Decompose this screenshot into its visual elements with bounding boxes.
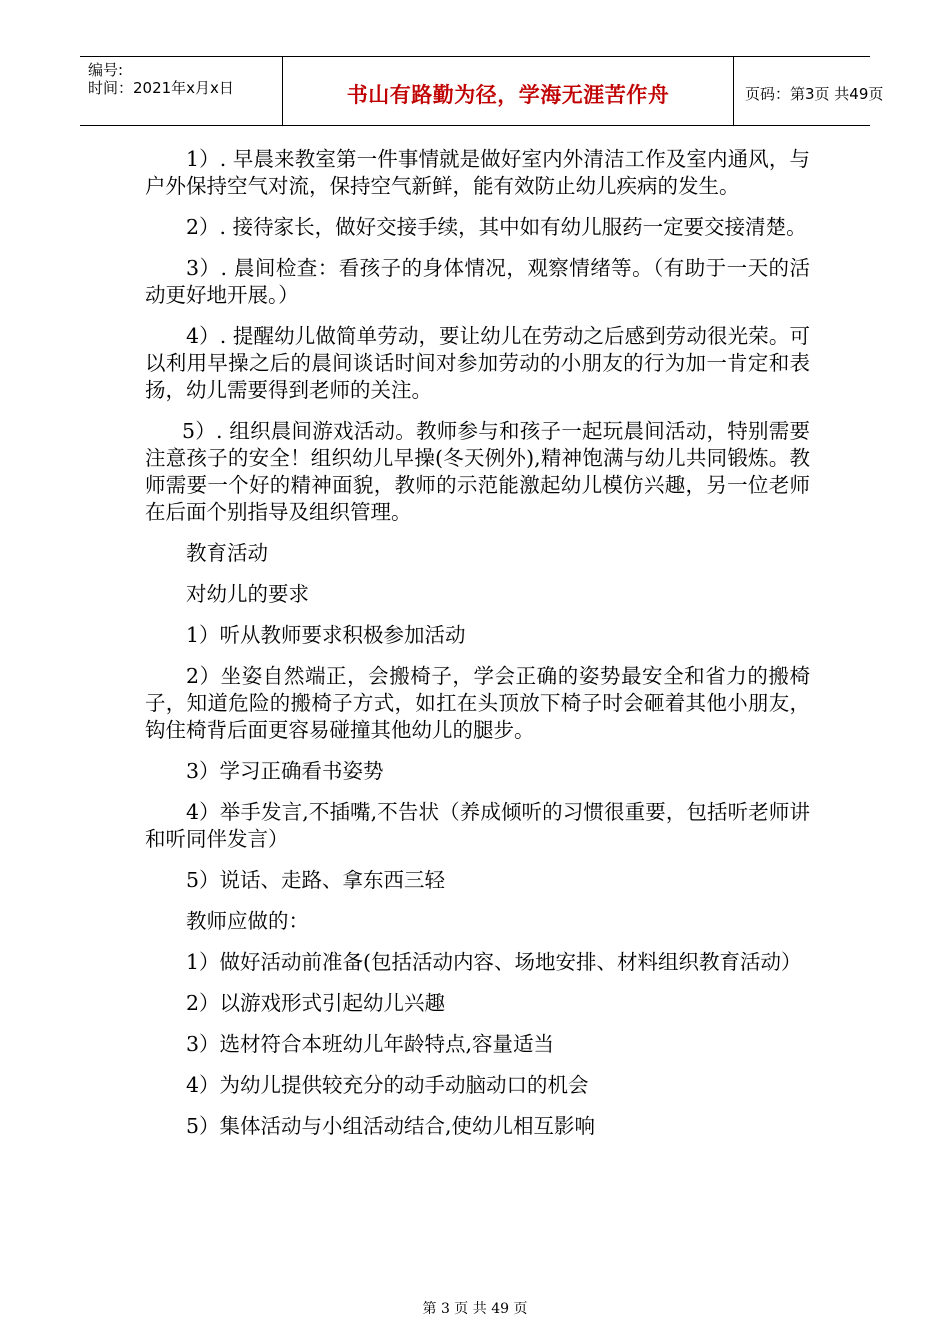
page-info: 页码：第3页 共49页 <box>745 85 884 103</box>
section-heading: 教育活动 <box>186 541 268 565</box>
list-item: 4）举手发言,不插嘴,不告状（养成倾听的习惯很重要，包括听老师讲和听同伴发言） <box>145 800 810 851</box>
paragraph: 1）. 早晨来教室第一件事情就是做好室内外清洁工作及室内通风，与户外保持空气对流，保持空气新鲜，能有效防止幼儿疾病的发生。 <box>145 147 810 198</box>
number-label: 编号: <box>88 61 124 79</box>
header-page-cell <box>733 57 884 125</box>
list-item: 5）说话、走路、拿东西三轻 <box>186 868 446 892</box>
list-item: 3）选材符合本班幼儿年龄特点,容量适当 <box>186 1032 555 1056</box>
header-motto-cell <box>282 57 734 125</box>
list-item: 2）坐姿自然端正，会搬椅子，学会正确的姿势最安全和省力的搬椅子，知道危险的搬椅子方式，如扛在头顶放下椅子时会砸着其他小朋友，钩住椅背后面更容易碰撞其他幼儿的腿步。 <box>145 664 810 742</box>
motto: 书山有路勤为径，学海无涯苦作舟 <box>346 83 670 107</box>
list-item: 5）集体活动与小组活动结合,使幼儿相互影响 <box>186 1114 596 1138</box>
section-heading: 对幼儿的要求 <box>186 582 309 606</box>
header-meta-cell <box>80 57 282 125</box>
section-heading: 教师应做的： <box>186 909 309 933</box>
paragraph: 3）. 晨间检查：看孩子的身体情况，观察情绪等。（有助于一天的活动更好地开展。） <box>145 256 810 307</box>
header-table <box>80 56 884 126</box>
list-item: 2）以游戏形式引起幼儿兴趣 <box>186 991 446 1015</box>
paragraph: 4）. 提醒幼儿做简单劳动，要让幼儿在劳动之后感到劳动很光荣。可以利用早操之后的晨间谈话时间对参加劳动的小朋友的行为加一肯定和表扬，幼儿需要得到老师的关注。 <box>145 324 810 402</box>
date-label: 时间：2021年x月x日 <box>88 79 234 97</box>
document-body <box>145 146 810 1154</box>
paragraph: 2）. 接待家长，做好交接手续，其中如有幼儿服药一定要交接清楚。 <box>186 215 807 239</box>
page-footer: 第 3 页 共 49 页 <box>422 1301 528 1317</box>
list-item: 4）为幼儿提供较充分的动手动脑动口的机会 <box>186 1073 589 1097</box>
list-item: 1）做好活动前准备(包括活动内容、场地安排、材料组织教育活动） <box>186 950 802 974</box>
paragraph: 5）. 组织晨间游戏活动。教师参与和孩子一起玩晨间活动，特别需要注意孩子的安全！组织幼儿早操(冬天例外),精神饱满与幼儿共同锻炼。教师需要一个好的精神面貌，教师的示范能激起幼儿模仿兴趣，另一位老师在后面个别指导及组织管理。 <box>145 419 810 524</box>
list-item: 1）听从教师要求积极参加活动 <box>186 623 466 647</box>
list-item: 3）学习正确看书姿势 <box>186 759 384 783</box>
